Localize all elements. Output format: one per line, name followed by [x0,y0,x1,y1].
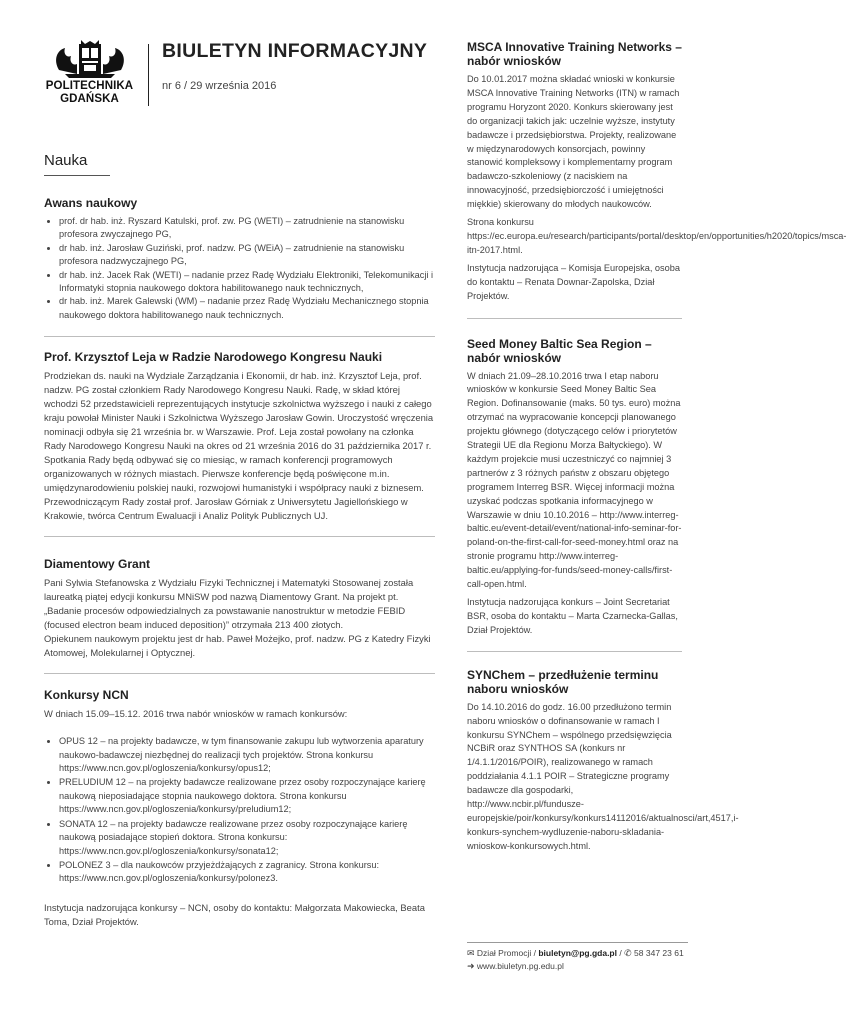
article-link: Strona konkursu https://ec.europa.eu/research/participants/portal/desktop/en/opportunities/h2020/topics/msca-itn-2017.html. [467,217,846,255]
list-item: • OPUS 12 – na projekty badawcze, w tym finansowanie zakupu lub wytworzenia aparatury naukowo-badawczej niezbędnej do realizacji tych projektów. Strona konkursu https://www.ncn.gov.pl/ogloszenia/konkursy/opus12; [59,735,435,775]
article-msca [467,40,846,319]
phone-icon: ✆ [624,948,632,958]
article-title: Prof. Krzysztof Leja w Radzie Narodowego Kongresu Nauki [44,350,383,365]
list-item: • dr hab. inż. Jarosław Guziński, prof. nadzw. PG (WEiA) – zatrudnienie na stanowisku profesora nadzwyczajnego PG, [59,242,435,269]
section-underline [44,175,110,176]
header-divider [148,44,149,106]
article-footer: Instytucja nadzorująca konkursy – NCN, osoby do kontaktu: Małgorzata Makowiecka, Beata Toma, Dział Projektów. [44,901,425,927]
issue-info: nr 6 / 29 września 2016 [162,80,277,92]
logo-line-1: POLITECHNIKA [45,80,134,92]
list-item: • prof. dr hab. inż. Ryszard Katulski, prof. zw. PG (WETI) – zatrudnienie na stanowisku profesora zwyczajnego PG, [59,215,435,242]
article-title: MSCA Innovative Training Networks – nabór wniosków [467,40,682,68]
awans-list [44,215,435,322]
article-body: Do 10.01.2017 można składać wnioski w konkursie MSCA Innovative Training Networks (ITN) w ramach programu Horyzont 2020. Konkurs skierowany jest do organizacji takich jak: uczelnie wyższe, instytuty badawcze i przedsiębiorstwa. Projekty, realizowane w międzynarodowych konsorcjach, powinny stanowić kompleksowy i komplementarny program badawczo-szkoleniowy (z naciskiem na innowacyjność, przedsiębiorczość i umiejętności miękkie) skierowany do młodych naukowców. [467,74,680,210]
article-contact: Instytucja nadzorująca konkurs – Joint Secretariat BSR, osoba do kontaktu – Marta Czarnecka-Gallas, Dział Projektów. [467,597,678,635]
contact-line [467,947,688,960]
article-contact: Instytucja nadzorująca – Komisja Europejska, osoba do kontaktu – Renata Downar-Zapolska, Dział Projektów. [467,262,680,301]
article-title: Konkursy NCN [44,688,129,703]
article-leja [44,350,435,537]
article-title: Awans naukowy [44,196,138,210]
website-link[interactable]: www.biuletyn.pg.edu.pl [476,961,564,971]
separator: / [619,948,622,958]
university-logo [42,40,137,106]
logo-line-2: GDAŃSKA [60,93,119,105]
article-body: W dniach 21.09–28.10.2016 trwa I etap naboru wniosków w konkursie Seed Money Baltic Sea Region. Dofinansowanie (maks. 50 tys. euro) można otrzymać na wypracowanie koncepcji planowanego projektu głównego (dotyczącego celów i priorytetów Strategii UE dla Regionu Morza Bałtyckiego). W każdym projekcie musi uczestniczyć co najmniej 3 partnerów z 3 różnych państw z obszaru objętego programem Interreg BSR. Więcej informacji można uzyskać podczas spotkania informacyjnego w Warszawie w dniu 10.10.2016 – http://www.interreg-baltic.eu/event-detail/event/national-info-seminar-for-poland-on-the-first-call-for-seed-money.html oraz na stronie programu http://www.interreg-baltic.eu/applying-for-funds/seed-money-calls/first-call-open.html. [467,370,682,590]
list-item: • dr hab. inż. Marek Galewski (WM) – nadanie przez Radę Wydziału Mechanicznego stopnia naukowego doktora habilitowanego nauk technicznych. [59,295,435,322]
mail-icon: ✉ [467,948,475,958]
list-item: • PRELUDIUM 12 – na projekty badawcze realizowane przez osoby rozpoczynające karierę naukową nieposiadające stopnia naukowego doktora. Strona konkursu https://www.ncn.gov.pl/ogloszenia/konkursy/preludium12; [59,776,435,816]
article-body: Prodziekan ds. nauki na Wydziale Zarządzania i Ekonomii, dr hab. inż. Krzysztof Leja, prof. nadzw. PG został członkiem Rady Narodowego Kongresu Nauki. Radę, w skład której wchodzi 52 przedstawicieli reprezentujących instytucje szkolnictwa wyższego i nauki z całego kraju powołał Minister Nauki i Szkolnictwa Wyższego Jarosław Gowin. Uroczystość wręczenia nominacji odbyła się 21 września br. w Warszawie. Prof. Leja został powołany na członka Rady Narodowego Kongresu Nauki na okres od 21 września 2016 do 31 października 2017 r. Spotkania Rady będą odbywać się co miesiąc, w ramach konferencji programowych organizowanych w różnych miastach. Pierwsze konferencje będą poświęcone m.in. umiędzynarodowieniu polskiej nauki, rozwojowi humanistyki i współpracy nauki z biznesem. Przewodniczącym Rady został prof. Jarosław Górniak z Uniwersytetu Jagiellońskiego w Krakowie, twórca Centrum Ewaluacji i Analiz Polityk Publicznych UJ. [44,370,434,522]
arrow-icon: ➜ [467,961,475,971]
email-link[interactable]: biuletyn@pg.gda.pl [538,948,617,958]
phone-number: 58 347 23 61 [634,948,684,958]
article-title: Seed Money Baltic Sea Region – nabór wniosków [467,336,652,365]
article-intro: W dniach 15.09–15.12. 2016 trwa nabór wniosków w ramach konkursów: [44,708,348,720]
site-line [467,960,688,973]
crest-icon [51,40,129,80]
bulletin-title: BIULETYN INFORMACYJNY [162,40,428,62]
article-diamentowy-grant [44,557,435,674]
dept-label: Dział Promocji / [476,948,536,958]
left-column [44,152,435,929]
contact-footer [467,942,688,973]
article-title: SYNChem – przedłużenie terminu naboru wniosków [467,667,659,696]
article-body: Pani Sylwia Stefanowska z Wydziału Fizyki Technicznej i Matematyki Stosowanej została laureatką piątej edycji konkursu MNiSW pod nazwą Diamentowy Grant. Na projekt pt. „Badanie procesów odpowiedzialnych za powstawanie nanostruktur w metodzie FEBID (focused electron beam induced deposition)” otrzymała 213 400 złotych. [44,577,414,631]
article-seed-money [467,337,682,652]
article-awans [44,196,435,337]
list-item: • SONATA 12 – na projekty badawcze realizowane przez osoby rozpoczynające karierę naukową posiadające stopień doktora. Strona konkursu: https://www.ncn.gov.pl/ogloszenia/konkursy/sonata12; [59,818,435,858]
section-title: Nauka [44,152,88,169]
article-body: Opiekunem naukowym projektu jest dr hab. Paweł Możejko, prof. nadzw. PG z Katedry Fizyki Atomowej, Molekularnej i Optycznej. [44,633,431,659]
ncn-list [44,735,435,885]
article-body: Do 14.10.2016 do godz. 16.00 przedłużono termin naboru wniosków o dofinansowanie w ramach I konkursu SYNChem – wspólnego przedsięwzięcia NCBiR oraz SYNTHOS SA (konkurs nr 1/4.1.1/2016/POIR), realizowanego w ramach poddziałania 4.1.1 POIR – Strategiczne programy badawcze dla gospodarki, http://www.ncbir.pl/fundusze-europejskie/poir/konkursy/konkurs14112016/aktualnosci/art,4517,i-konkurs-synchem-wydluzenie-naboru-skladania-wnioskow-konkursowych.html. [467,701,739,851]
list-item: • dr hab. inż. Jacek Rak (WETI) – nadanie przez Radę Wydziału Elektroniki, Telekomunikacji i Informatyki stopnia naukowego doktora habilitowanego nauk technicznych, [59,269,435,296]
right-column [467,40,846,854]
article-title: Diamentowy Grant [44,557,151,572]
list-item: • POLONEZ 3 – dla naukowców przyjeżdżających z zagranicy. Strona konkursu: https://www.ncn.gov.pl/ogloszenia/konkursy/polonez3. [59,859,435,886]
article-ncn [44,688,435,928]
article-synchem [467,667,739,854]
